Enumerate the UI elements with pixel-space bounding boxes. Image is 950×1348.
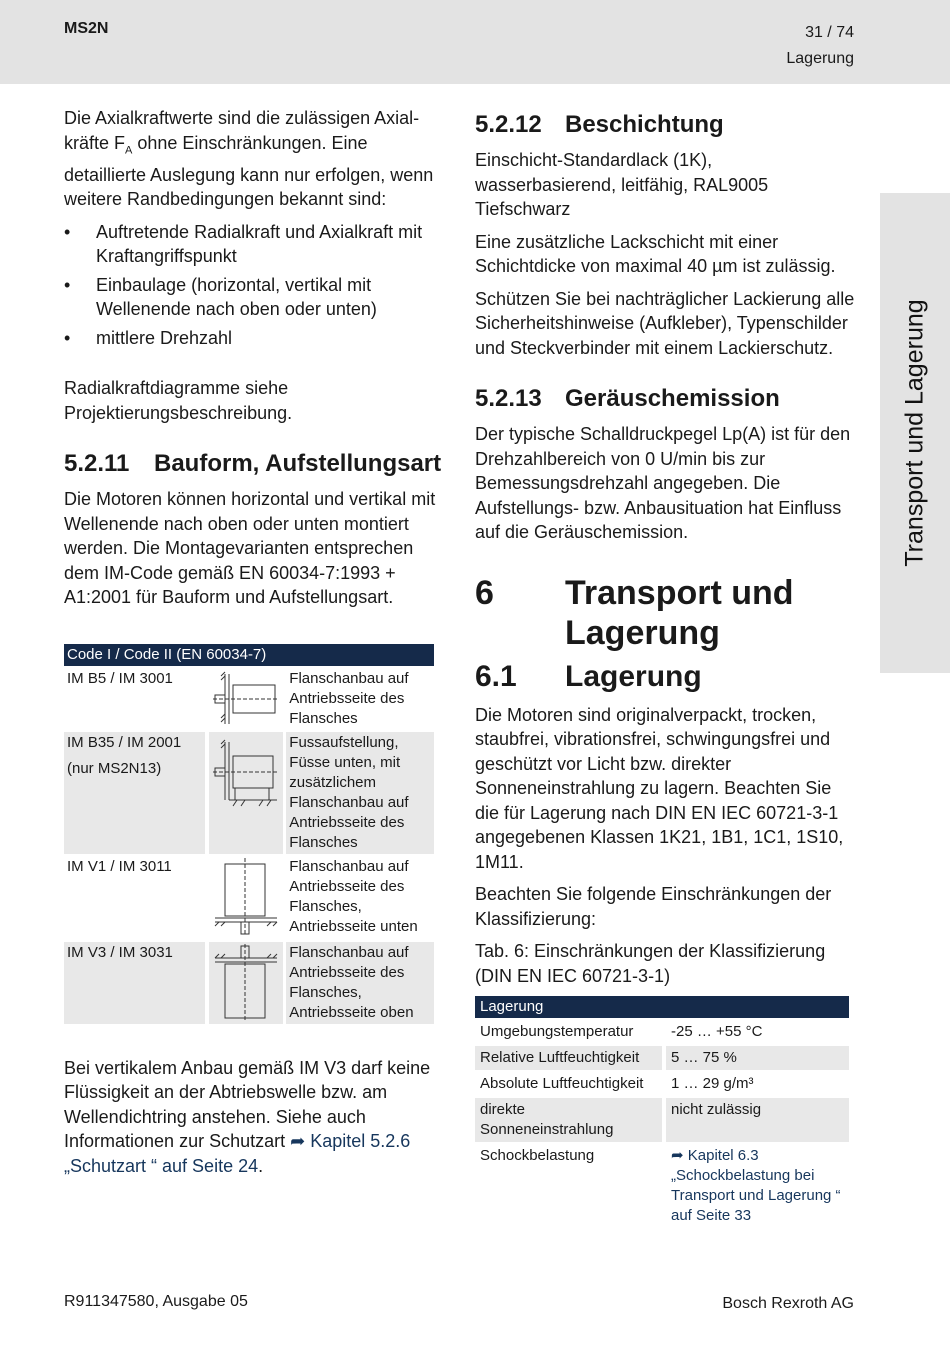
mounting-table-header: Code I / Code II (EN 60034-7) xyxy=(64,644,434,666)
page-number: 31 / 74 xyxy=(805,24,854,41)
axial-subscript: A xyxy=(125,144,133,157)
im-code: IM B35 / IM 2001 xyxy=(67,733,182,751)
storage-key: Absolute Luftfeuchtigkeit xyxy=(480,1075,644,1092)
radial-diagram-paragraph: Radialkraftdiagramme siehe Projektierungsbeschreibung. xyxy=(64,378,293,423)
mounting-table xyxy=(64,642,434,1026)
chapter-side-tab-label: Transport und Lagerung xyxy=(900,299,929,567)
heading-6 xyxy=(475,573,855,653)
storage-table-header: Lagerung xyxy=(475,996,849,1018)
heading-5-2-12 xyxy=(475,110,855,140)
storage-value: 5 … 75 % xyxy=(666,1046,849,1070)
bullet-list xyxy=(64,220,444,351)
table-caption: Tab. 6: Einschränkungen der Klassifizierung (DIN EN IEC 60721-3-1) xyxy=(475,941,826,986)
vertical-mounting-paragraph xyxy=(64,1056,444,1179)
flange-shaft-down-icon xyxy=(211,858,281,938)
link-arrow-icon: ➦ xyxy=(290,1131,306,1152)
storage-value: -25 … +55 °C xyxy=(671,1023,763,1040)
coating-layer-paragraph: Eine zusätzliche Lackschicht mit einer Schichtdicke von maximal 40 µm ist zulässig. xyxy=(475,231,836,276)
section-name: Lagerung xyxy=(786,50,854,67)
heading-title: Geräuschemission xyxy=(565,385,780,412)
table-row xyxy=(64,942,434,1024)
heading-number: 6.1 xyxy=(475,659,517,693)
schutzart-link[interactable]: Kapitel 5.2.6 „Schutzart “ auf Seite 24 xyxy=(64,1131,411,1176)
table-row xyxy=(475,1072,849,1096)
storage-key: Relative Luftfeuchtigkeit xyxy=(475,1046,662,1070)
storage-value: 1 … 29 g/m³ xyxy=(671,1075,754,1092)
page-header xyxy=(0,0,950,84)
im-description: Fussaufstellung, Füsse unten, mit zusätzlichem Flanschanbau auf Antriebsseite des Flansches xyxy=(286,732,434,854)
table-row xyxy=(475,1098,849,1142)
mounting-paragraph: Die Motoren können horizontal und vertikal mit Wellenende nach oben oder unten montiert werden. Die Montagevarianten entsprechen dem IM-Code gemäß EN 60034-7:1993 + A1:2001 für Bauform und Aufstellungsart. xyxy=(64,489,436,608)
bullet-item: • Einbaulage (horizontal, vertikal mit Wellenende nach oben oder unten) xyxy=(64,273,444,322)
storage-table xyxy=(475,994,849,1230)
axial-text-a: Die Axialkraftwerte sind die zulässigen Axial-kräfte F xyxy=(64,108,420,153)
vertical-mounting-text: Bei vertikalem Anbau gemäß IM V3 darf keine Flüssigkeit an der Abtriebswelle bzw. am Wellendichtring anstehen. Siehe auch Informationen zur Schutzart xyxy=(64,1057,431,1152)
storage-key: direkte Sonneneinstrahlung xyxy=(475,1098,662,1142)
storage-key: Umgebungstemperatur xyxy=(480,1023,634,1040)
heading-number: 5.2.11 xyxy=(64,450,130,478)
coating-paragraph: Einschicht-Standardlack (1K), wasserbasierend, leitfähig, RAL9005 Tiefschwarz xyxy=(475,150,769,219)
document-number: R911347580, Ausgabe 05 xyxy=(64,1293,248,1310)
table-row xyxy=(64,856,434,940)
axial-text-b: ohne Einschränkungen. Eine detaillierte Auslegung kann nur erfolgen, wenn weitere Randbedingungen bekannt sind: xyxy=(64,132,434,210)
company-name: Bosch Rexroth AG xyxy=(722,1295,854,1312)
right-column xyxy=(475,106,855,1230)
page-info xyxy=(786,20,854,72)
im-description: Flanschanbau auf Antriebsseite des Flansches xyxy=(289,669,409,727)
storage-paragraph: Die Motoren sind originalverpackt, trocken, staubfrei, vibrationsfrei, schwingungsfrei und geschützt vor Licht bzw. direkter Sonneneinstrahlung zu lagern. Beachten Sie die für Lagerung nach DIN EN IEC 60721-3-1 angegebenen Klassen 1K21, 1B1, 1C1, 1S10, 1M11. xyxy=(475,704,844,872)
im-code-note: (nur MS2N13) xyxy=(67,759,162,777)
table-row xyxy=(64,668,434,730)
heading-title: Lagerung xyxy=(565,659,702,693)
table-row xyxy=(475,1020,849,1044)
storage-value: nicht zulässig xyxy=(666,1098,849,1142)
storage-key: Schockbelastung xyxy=(480,1147,595,1164)
heading-5-2-11 xyxy=(64,449,444,479)
table-row xyxy=(475,1046,849,1070)
heading-number: 6 xyxy=(475,573,494,612)
heading-6-1 xyxy=(475,659,855,695)
link-arrow-icon: ➦ xyxy=(671,1147,684,1164)
heading-title: Transport und Lagerung xyxy=(565,573,794,652)
heading-title: Bauform, Aufstellungsart xyxy=(154,450,442,478)
chapter-side-tab xyxy=(880,193,950,673)
shock-load-link[interactable]: Kapitel 6.3 „Schockbelastung bei Transport und Lagerung “ auf Seite 33 xyxy=(671,1147,841,1224)
heading-title: Beschichtung xyxy=(565,111,724,138)
noise-paragraph: Der typische Schalldruckpegel Lp(A) ist für den Drehzahlbereich von 0 U/min bis zur Bemessungsdrehzahl angegeben. Die Aufstellungs- bzw. Anbausituation hat Einfluss auf die Geräuschemission. xyxy=(475,424,851,542)
bullet-item: • mittlere Drehzahl xyxy=(64,326,444,351)
left-column xyxy=(64,106,444,1186)
product-name: MS2N xyxy=(64,20,109,37)
im-code: IM V3 / IM 3031 xyxy=(67,943,173,961)
im-description: Flanschanbau auf Antriebsseite des Flansches, Antriebsseite unten xyxy=(289,857,418,935)
im-description: Flanschanbau auf Antriebsseite des Flansches, Antriebsseite oben xyxy=(286,942,434,1024)
flange-shaft-up-icon xyxy=(211,944,281,1022)
table-row xyxy=(475,1144,849,1228)
coating-protection-paragraph: Schützen Sie bei nachträglicher Lackierung alle Sicherheitshinweise (Aufkleber), Typenschilder und Steckverbinder mit einem Lackierschutz. xyxy=(475,288,855,358)
axial-force-paragraph xyxy=(64,106,444,212)
foot-flange-icon xyxy=(211,734,281,814)
table-row xyxy=(64,732,434,854)
im-code: IM B5 / IM 3001 xyxy=(67,669,173,687)
flange-horizontal-icon xyxy=(211,670,281,728)
im-code: IM V1 / IM 3011 xyxy=(67,857,172,875)
bullet-item: • Auftretende Radialkraft und Axialkraft mit Kraftangriffspunkt xyxy=(64,220,444,269)
heading-5-2-13 xyxy=(475,384,855,414)
classification-paragraph: Beachten Sie folgende Einschränkungen der Klassifizierung: xyxy=(475,884,832,929)
sentence-end: . xyxy=(258,1155,264,1176)
heading-number: 5.2.12 xyxy=(475,111,542,138)
heading-number: 5.2.13 xyxy=(475,385,542,412)
